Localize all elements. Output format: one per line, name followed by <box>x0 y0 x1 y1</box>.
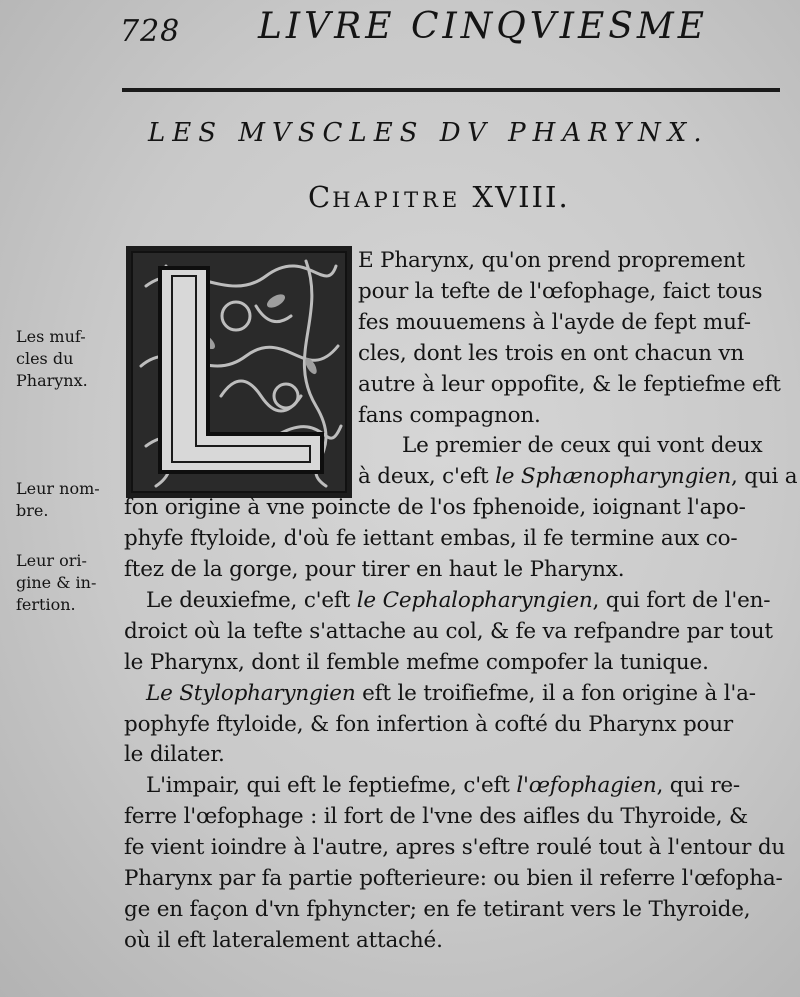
text-run: fans compagnon. <box>358 402 541 428</box>
text-line <box>358 341 788 371</box>
text-run: pour la tefte de l'œfophage, faict tous <box>358 278 763 304</box>
text-run: à deux, c'eft <box>358 464 496 490</box>
chapter-initial: C <box>308 180 333 214</box>
text-run: autre à leur oppofite, & le feptiefme eft <box>358 371 781 397</box>
chapter-numeral: XVIII. <box>472 180 570 214</box>
text-line <box>124 495 788 525</box>
text-run: où il eft lateralement attaché. <box>124 927 443 953</box>
text-run: E Pharynx, qu'on prend proprement <box>358 248 745 273</box>
text-run: ftez de la gorge, pour tirer en haut le Pharynx. <box>124 557 625 582</box>
text-run: le Pharynx, dont il femble mefme compofer la tunique. <box>124 649 709 675</box>
text-line <box>124 526 788 556</box>
text-run: Le deuxiefme, c'eft <box>146 587 357 613</box>
text-run: fe vient ioindre à l'autre, apres s'eftre roulé tout à l'entour du <box>124 835 786 861</box>
text-line <box>124 742 788 772</box>
text-line <box>124 650 788 680</box>
margin-note-line: bre. <box>16 501 49 520</box>
margin-note-line: cles du <box>16 349 74 368</box>
header-rule <box>122 88 780 92</box>
text-run: fes mouuemens à l'ayde de fept muf- <box>358 309 751 335</box>
text-line <box>358 403 788 433</box>
text-run: le dilater. <box>124 742 225 768</box>
text-run: , qui fort de l'en- <box>592 587 771 613</box>
chapter-word-rest: HAPITRE <box>332 188 462 212</box>
margin-note-line: gine & in- <box>16 573 97 592</box>
italic-term: le Cephalopharyngien <box>356 587 593 613</box>
text-line <box>146 681 788 711</box>
text-line <box>124 928 788 958</box>
text-line <box>124 557 788 587</box>
italic-term: l'œfophagien <box>516 773 657 799</box>
margin-note-line: fertion. <box>16 595 76 614</box>
text-line <box>124 619 788 649</box>
text-line <box>402 433 788 463</box>
text-run: , qui a <box>730 464 798 490</box>
margin-note-line: Pharynx. <box>16 371 88 390</box>
text-line <box>358 279 788 309</box>
text-run: droict où la tefte s'attache au col, & fe va refpandre par tout <box>124 618 773 644</box>
text-run: ge en façon d'vn fphyncter; en fe tetirant vers le Thyroide, <box>124 896 751 922</box>
margin-note-line: Leur nom- <box>16 479 100 498</box>
text-run: , qui re- <box>656 773 740 799</box>
text-run: pophyfe ftyloide, & fon infertion à cofté du Pharynx pour <box>124 711 733 737</box>
ornamental-drop-cap <box>126 246 352 498</box>
text-run: cles, dont les trois en ont chacun vn <box>358 340 744 366</box>
text-line <box>146 773 788 803</box>
italic-term: Le Stylopharyngien <box>146 680 356 706</box>
page-number: 728 <box>120 14 181 49</box>
text-run: ferre l'œfophage : il fort de l'vne des aifles du Thyroide, & <box>124 804 748 830</box>
text-line <box>358 310 788 340</box>
margin-note <box>16 478 116 522</box>
text-run: Pharynx par fa partie pofterieure: ou bien il referre l'œfopha- <box>124 866 783 891</box>
section-title: LES MVSCLES DV PHARYNX. <box>148 118 709 148</box>
italic-term: le Sphænopharyngien <box>495 464 731 490</box>
text-run: eft le troifiefme, il a fon origine à l'a- <box>355 680 756 706</box>
text-line <box>124 897 788 927</box>
margin-note-line: Leur ori- <box>16 551 87 570</box>
text-line <box>358 464 798 494</box>
chapter-heading <box>308 180 570 214</box>
text-line <box>358 248 788 278</box>
text-run: fon origine à vne poincte de l'os fphenoide, ioignant l'apo- <box>124 495 746 521</box>
margin-note-line: Les muf- <box>16 327 86 346</box>
text-line <box>146 588 788 618</box>
text-line <box>124 866 788 896</box>
text-line <box>358 372 788 402</box>
running-head: LIVRE CINQVIESME <box>258 6 709 47</box>
text-line <box>124 804 788 834</box>
text-run: L'impair, qui eft le feptiefme, c'eft <box>146 773 517 799</box>
margin-note <box>16 550 116 616</box>
text-line <box>124 712 788 742</box>
text-line <box>124 835 788 865</box>
text-run: phyfe ftyloide, d'où fe iettant embas, il fe termine aux co- <box>124 526 738 552</box>
text-run: Le premier de ceux qui vont deux <box>402 433 763 459</box>
margin-note <box>16 326 116 392</box>
